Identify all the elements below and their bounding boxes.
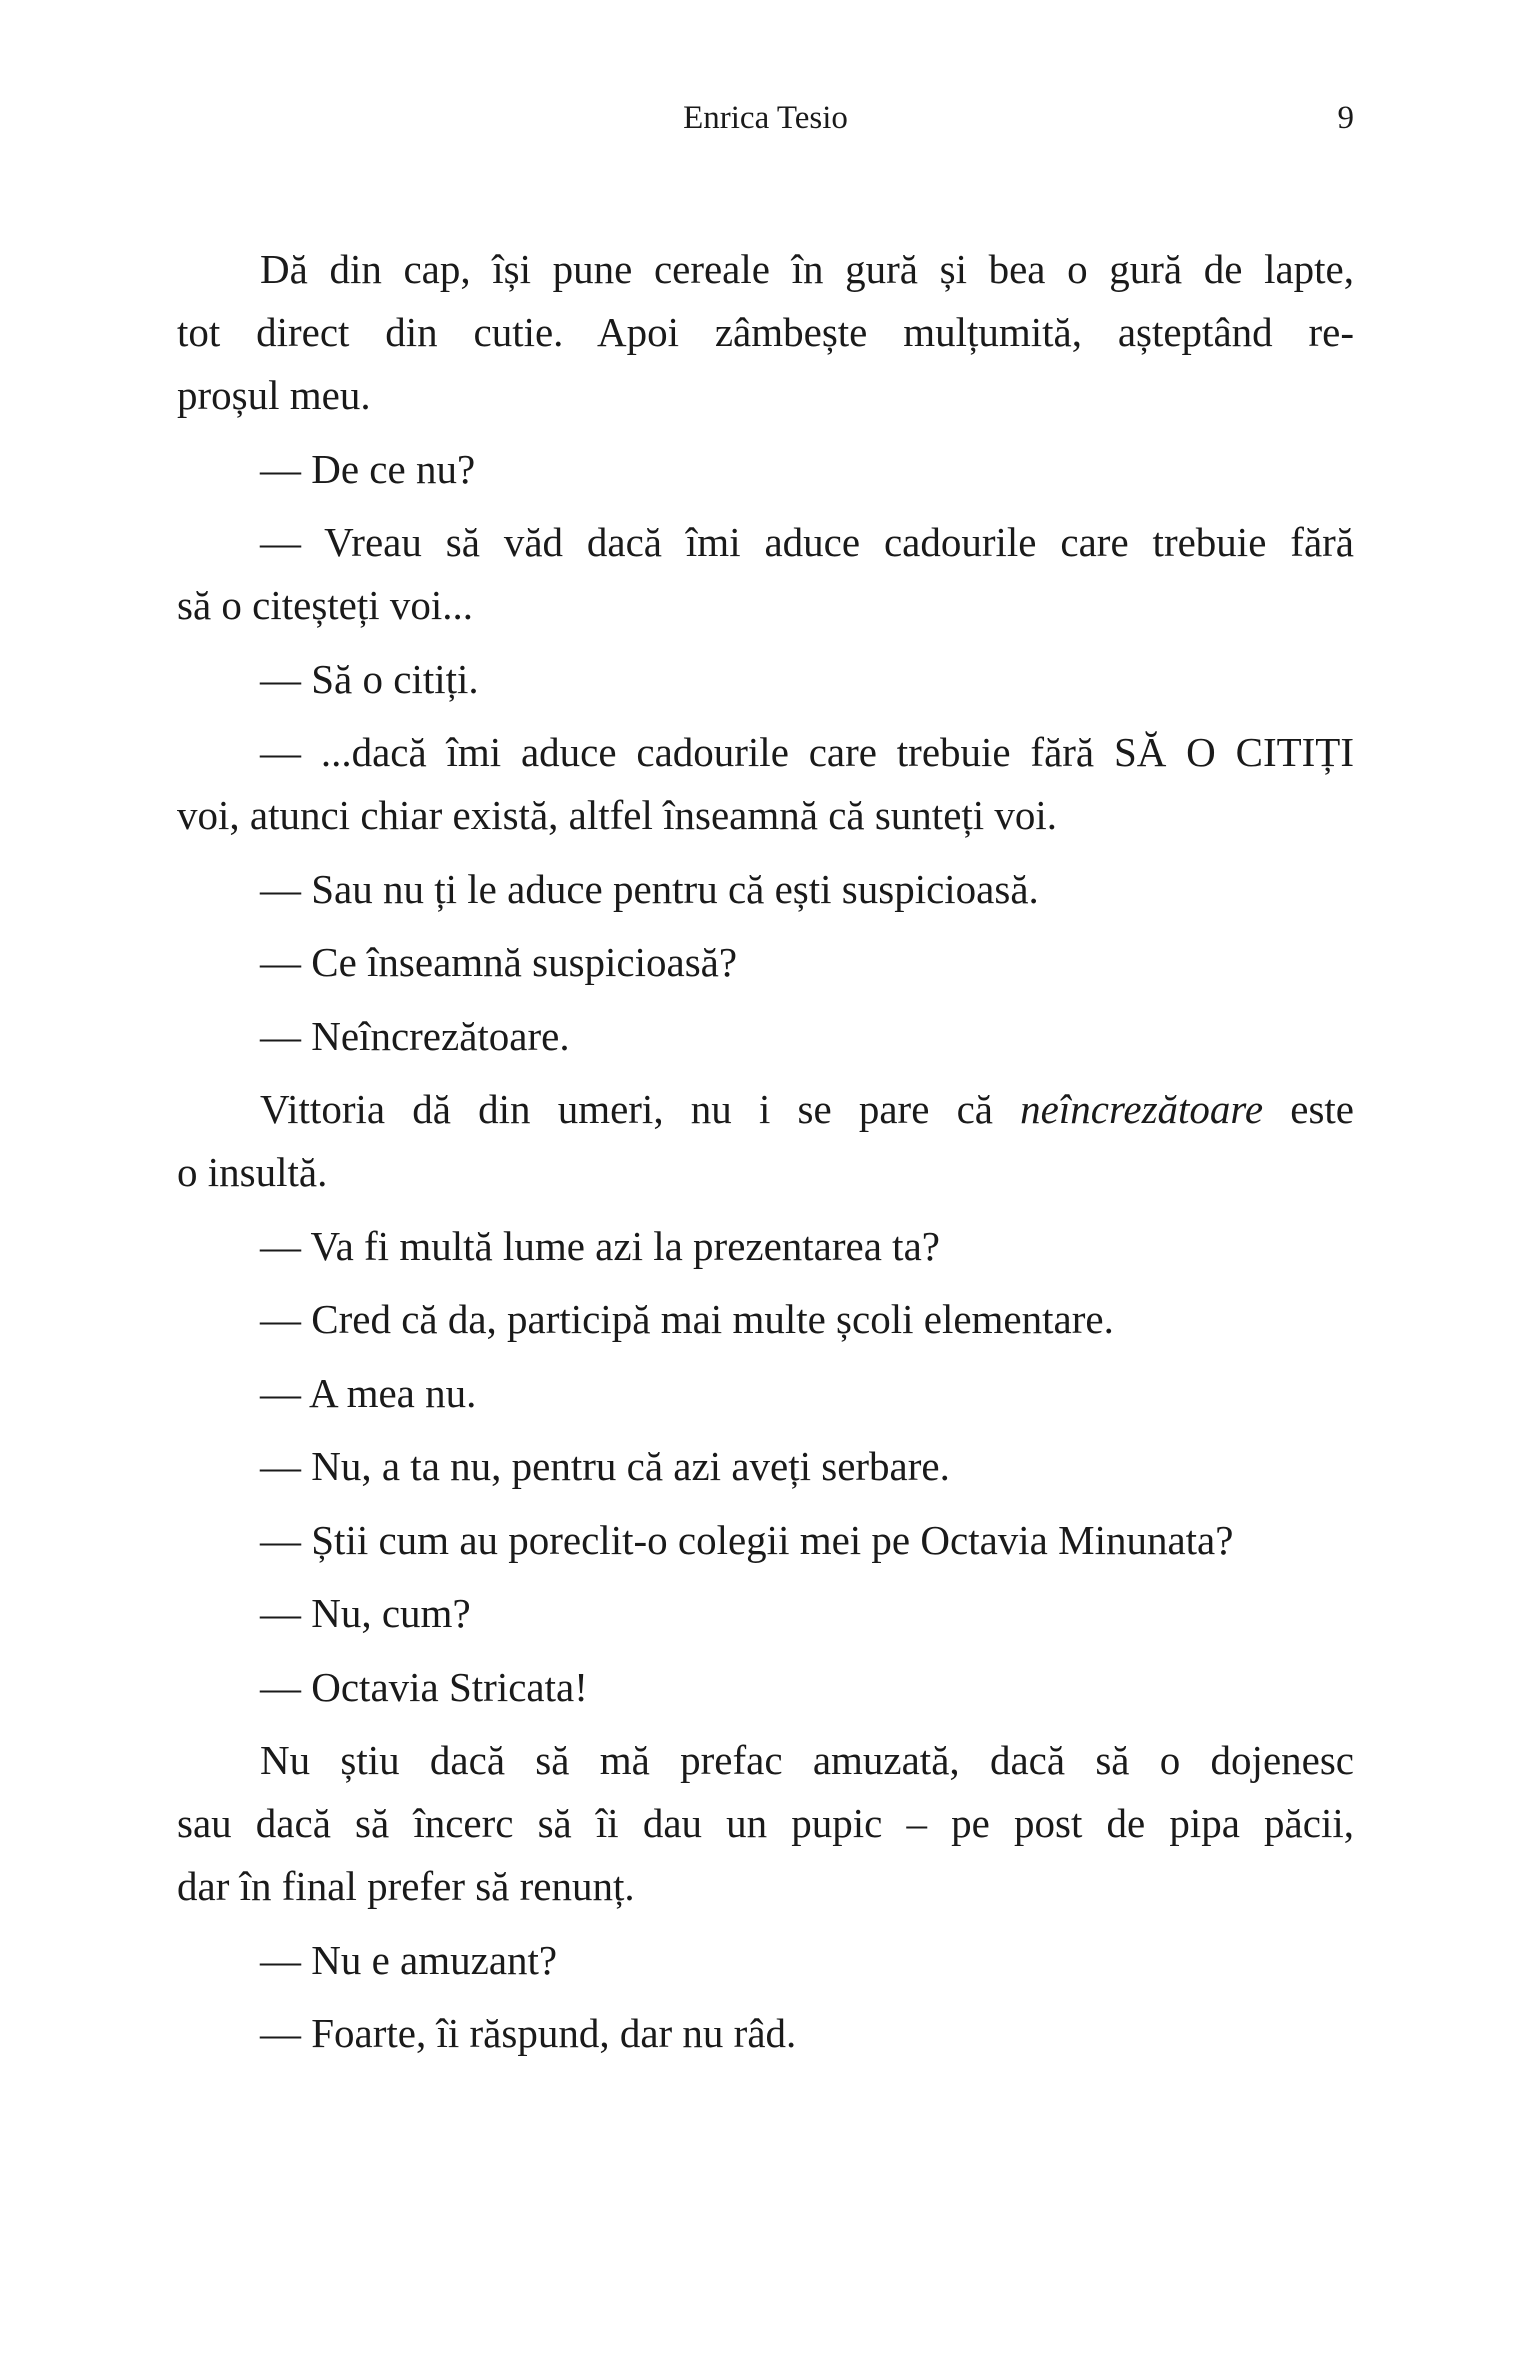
paragraph [177,931,1354,994]
paragraph [177,511,1354,637]
text-line: — Octavia Stricata! [260,1663,588,1710]
text-line: — Va fi multă lume azi la prezentarea ta? [260,1222,940,1269]
paragraph [177,1509,1354,1572]
text-line: — Nu e amuzant? [260,1936,558,1983]
paragraph [177,1582,1354,1645]
text-line: — Ce înseamnă suspicioasă? [260,939,738,985]
paragraph [177,858,1354,921]
text-line: dar în final prefer să renunț. [177,1863,635,1909]
text-line: — Știi cum au poreclit-o colegii mei pe Octavia Minunata? [260,1516,1234,1563]
text-line: — Nu, a ta nu, pentru că azi aveți serbare. [260,1443,950,1489]
text-line: voi, atunci chiar există, altfel înseamnă că sunteți voi. [177,792,1058,838]
text-line: Nu știu dacă să mă prefac amuzată, dacă să o dojenesc [260,1737,1354,1783]
text-line: o insultă. [177,1149,328,1195]
text-line: — Sau nu ți le aduce pentru că ești suspicioasă. [260,865,1039,912]
text-line: — A mea nu. [260,1369,477,1416]
paragraph [177,1005,1354,1068]
paragraph [177,1288,1354,1351]
paragraph [177,1729,1354,1918]
text-segment: Vittoria dă din umeri, nu i se pare că [260,1086,1021,1132]
text-segment: este [1263,1086,1354,1132]
paragraph [177,721,1354,847]
text-line: — Nu, cum? [260,1590,471,1636]
text-line: tot direct din cutie. Apoi zâmbește mulțumită, așteptând re- [177,309,1354,355]
page-number: 9 [1337,100,1354,136]
header-author: Enrica Tesio [683,100,848,136]
paragraph [177,1656,1354,1719]
text-line: să o citeșteți voi... [177,582,474,628]
paragraph [177,1435,1354,1498]
paragraph [177,648,1354,711]
text-line: — Cred că da, participă mai multe școli elementare. [260,1296,1114,1342]
paragraph [177,1215,1354,1278]
text-line: — Să o citiți. [260,655,479,702]
text-line: — Foarte, îi răspund, dar nu râd. [260,2010,797,2056]
running-header [177,100,1354,146]
text-line: Dă din cap, își pune cereale în gură și bea o gură de lapte, [260,246,1354,292]
text-line: — Vreau să văd dacă îmi aduce cadourile care trebuie fără [260,519,1354,565]
paragraph [177,2002,1354,2065]
paragraph [177,438,1354,501]
text-line: proșul meu. [177,372,371,418]
paragraph [177,1362,1354,1425]
text-line: sau dacă să încerc să îi dau un pupic – pe post de pipa păcii, [177,1800,1354,1846]
text-line [177,1078,1354,1141]
paragraph [177,1929,1354,1992]
text-line: — De ce nu? [260,445,476,492]
paragraph [177,1078,1354,1204]
paragraph [177,238,1354,427]
page-body [177,238,1354,2076]
italic-word: neîncrezătoare [1020,1086,1264,1132]
text-line: — Neîncrezătoare. [260,1012,570,1059]
text-line: — ...dacă îmi aduce cadourile care trebuie fără SĂ O CITIȚI [260,729,1354,775]
